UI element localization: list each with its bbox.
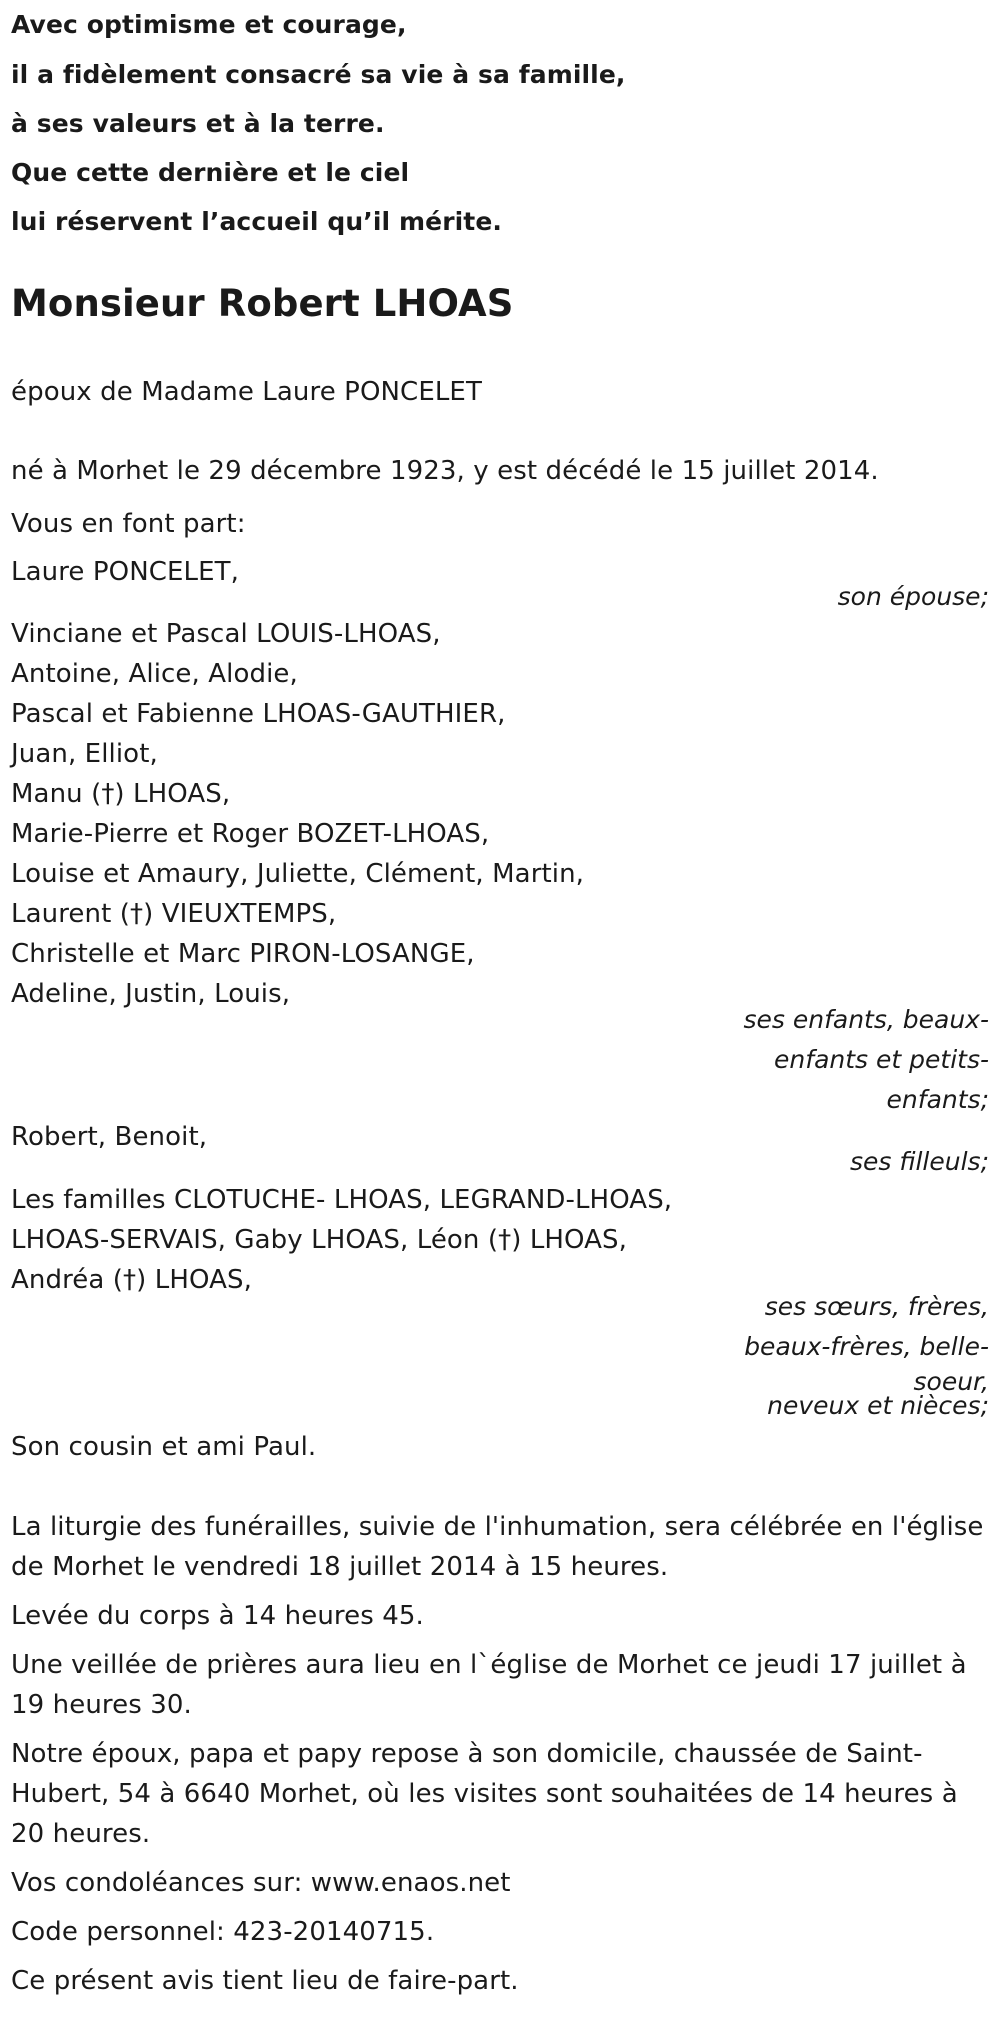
siblings-line: Andréa (†) LHOAS,	[11, 1265, 252, 1295]
list-item: Juan, Elliot,	[11, 739, 158, 769]
detail-line: 20 heures.	[11, 1819, 151, 1849]
siblings-relation: neveux et nièces;	[767, 1391, 989, 1420]
siblings-relation: ses sœurs, frères,	[764, 1292, 989, 1321]
birth-death-line: né à Morhet le 29 décembre 1923, y est décédé le 15 juillet 2014.	[11, 456, 879, 486]
godchildren: Robert, Benoit,	[11, 1122, 208, 1152]
poem-line: Avec optimisme et courage,	[11, 10, 407, 39]
detail-line: La liturgie des funérailles, suivie de l'inhumation, sera célébrée en l'église	[11, 1512, 984, 1542]
detail-line: Levée du corps à 14 heures 45.	[11, 1601, 424, 1631]
detail-line: 19 heures 30.	[11, 1690, 192, 1720]
list-item: Vinciane et Pascal LOUIS-LHOAS,	[11, 619, 441, 649]
spouse-name: Laure PONCELET,	[11, 557, 240, 587]
list-item: Marie-Pierre et Roger BOZET-LHOAS,	[11, 819, 490, 849]
list-item: Adeline, Justin, Louis,	[11, 979, 291, 1009]
list-item: Manu (†) LHOAS,	[11, 779, 231, 809]
poem-line: lui réservent l’accueil qu’il mérite.	[11, 207, 503, 236]
list-item: Antoine, Alice, Alodie,	[11, 659, 298, 689]
detail-line: Notre époux, papa et papy repose à son domicile, chaussée de Saint-	[11, 1739, 923, 1769]
children-relation: ses enfants, beaux-	[743, 1005, 989, 1034]
list-item: Pascal et Fabienne LHOAS-GAUTHIER,	[11, 699, 506, 729]
deceased-name: Monsieur Robert LHOAS	[11, 282, 514, 325]
announce-line: Vous en font part:	[11, 509, 246, 539]
condolences-line: Vos condoléances sur: www.enaos.net	[11, 1868, 511, 1898]
spouse-line: époux de Madame Laure PONCELET	[11, 377, 482, 407]
poem-line: il a fidèlement consacré sa vie à sa famille,	[11, 60, 626, 89]
siblings-line: LHOAS-SERVAIS, Gaby LHOAS, Léon (†) LHOAS,	[11, 1225, 628, 1255]
cousin-line: Son cousin et ami Paul.	[11, 1432, 317, 1462]
children-relation: enfants et petits-	[774, 1045, 989, 1074]
siblings-relation: soeur,	[913, 1367, 989, 1396]
detail-line: de Morhet le vendredi 18 juillet 2014 à 15 heures.	[11, 1552, 669, 1582]
spouse-relation: son épouse;	[837, 582, 989, 611]
godchildren-relation: ses filleuls;	[849, 1147, 989, 1176]
list-item: Christelle et Marc PIRON-LOSANGE,	[11, 939, 475, 969]
children-relation: enfants;	[886, 1085, 989, 1114]
detail-line: Hubert, 54 à 6640 Morhet, où les visites sont souhaitées de 14 heures à	[11, 1779, 958, 1809]
siblings-relation: beaux-frères, belle-	[744, 1332, 989, 1361]
closing-line: Ce présent avis tient lieu de faire-part.	[11, 1966, 519, 1996]
list-item: Louise et Amaury, Juliette, Clément, Martin,	[11, 859, 585, 889]
poem-line: à ses valeurs et à la terre.	[11, 109, 385, 138]
list-item: Laurent (†) VIEUXTEMPS,	[11, 899, 337, 929]
personal-code-line: Code personnel: 423-20140715.	[11, 1917, 435, 1947]
detail-line: Une veillée de prières aura lieu en l`église de Morhet ce jeudi 17 juillet à	[11, 1650, 967, 1680]
siblings-line: Les familles CLOTUCHE- LHOAS, LEGRAND-LHOAS,	[11, 1185, 673, 1215]
poem-line: Que cette dernière et le ciel	[11, 158, 410, 187]
